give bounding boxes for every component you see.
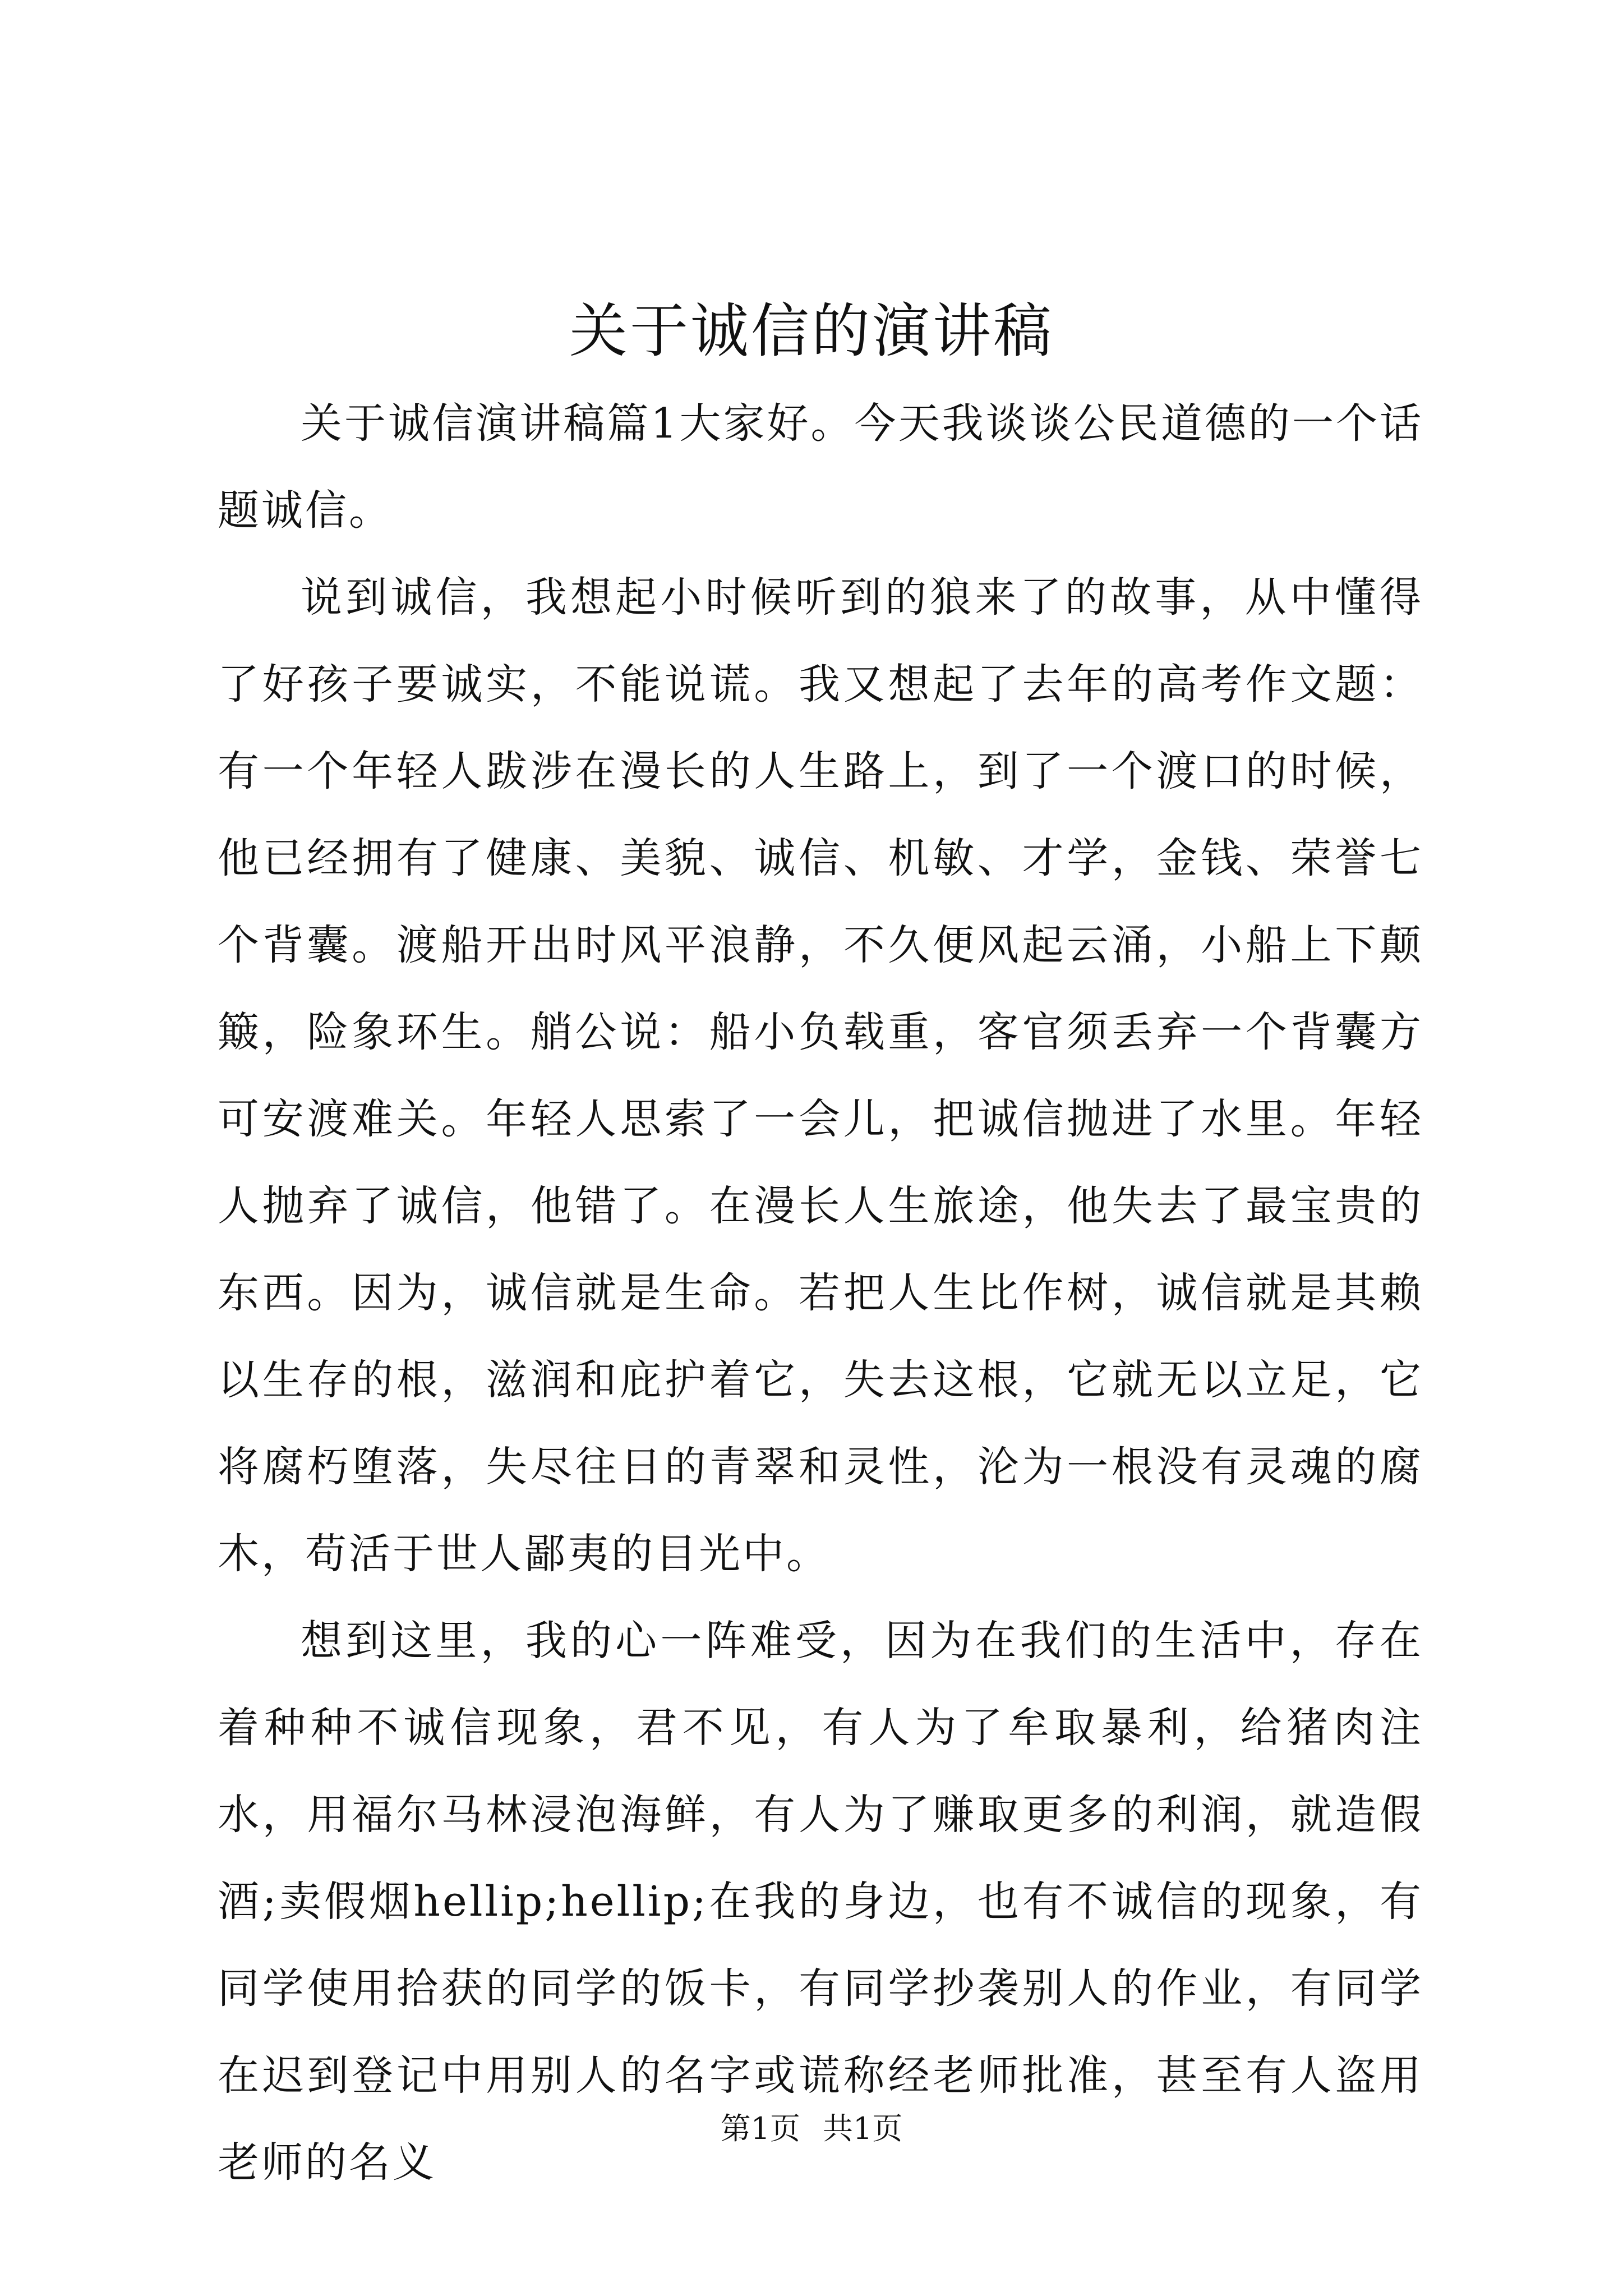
page-number: 第1页 bbox=[720, 2111, 800, 2146]
paragraph-reflection: 想到这里，我的心一阵难受，因为在我们的生活中，存在着种种不诚信现象，君不见，有人为了牟取暴利，给猪肉注水，用福尔马林浸泡海鲜，有人为了赚取更多的利润，就造假酒;卖假烟hellip;hellip;在我的身边，也有不诚信的现象，有同学使用拾获的同学的饭卡，有同学抄袭别人的作业，有同学在迟到登记中用别人的名字或谎称经老师批准，甚至有人盗用老师的名义 bbox=[218, 1617, 1423, 2187]
page-total: 共1页 bbox=[823, 2111, 903, 2146]
paragraph-intro: 关于诚信演讲稿篇1大家好。今天我谈谈公民道德的一个话题诚信。 bbox=[218, 399, 1423, 535]
document-title: 关于诚信的演讲稿 bbox=[569, 297, 1054, 365]
document-body bbox=[218, 380, 1423, 2206]
page-footer bbox=[0, 2109, 1623, 2148]
paragraph-story: 说到诚信，我想起小时候听到的狼来了的故事，从中懂得了好孩子要诚实，不能说谎。我又想起了去年的高考作文题：有一个年轻人跋涉在漫长的人生路上，到了一个渡口的时候，他已经拥有了健康、美貌、诚信、机敏、才学，金钱、荣誉七个背囊。渡船开出时风平浪静，不久便风起云涌，小船上下颠簸，险象环生。艄公说：船小负载重，客官须丢弃一个背囊方可安渡难关。年轻人思索了一会儿，把诚信抛进了水里。年轻人抛弃了诚信，他错了。在漫长人生旅途，他失去了最宝贵的东西。因为，诚信就是生命。若把人生比作树，诚信就是其赖以生存的根，滋润和庇护着它，失去这根，它就无以立足，它将腐朽堕落，失尽往日的青翠和灵性，沦为一根没有灵魂的腐木，苟活于世人鄙夷的目光中。 bbox=[218, 573, 1423, 1578]
